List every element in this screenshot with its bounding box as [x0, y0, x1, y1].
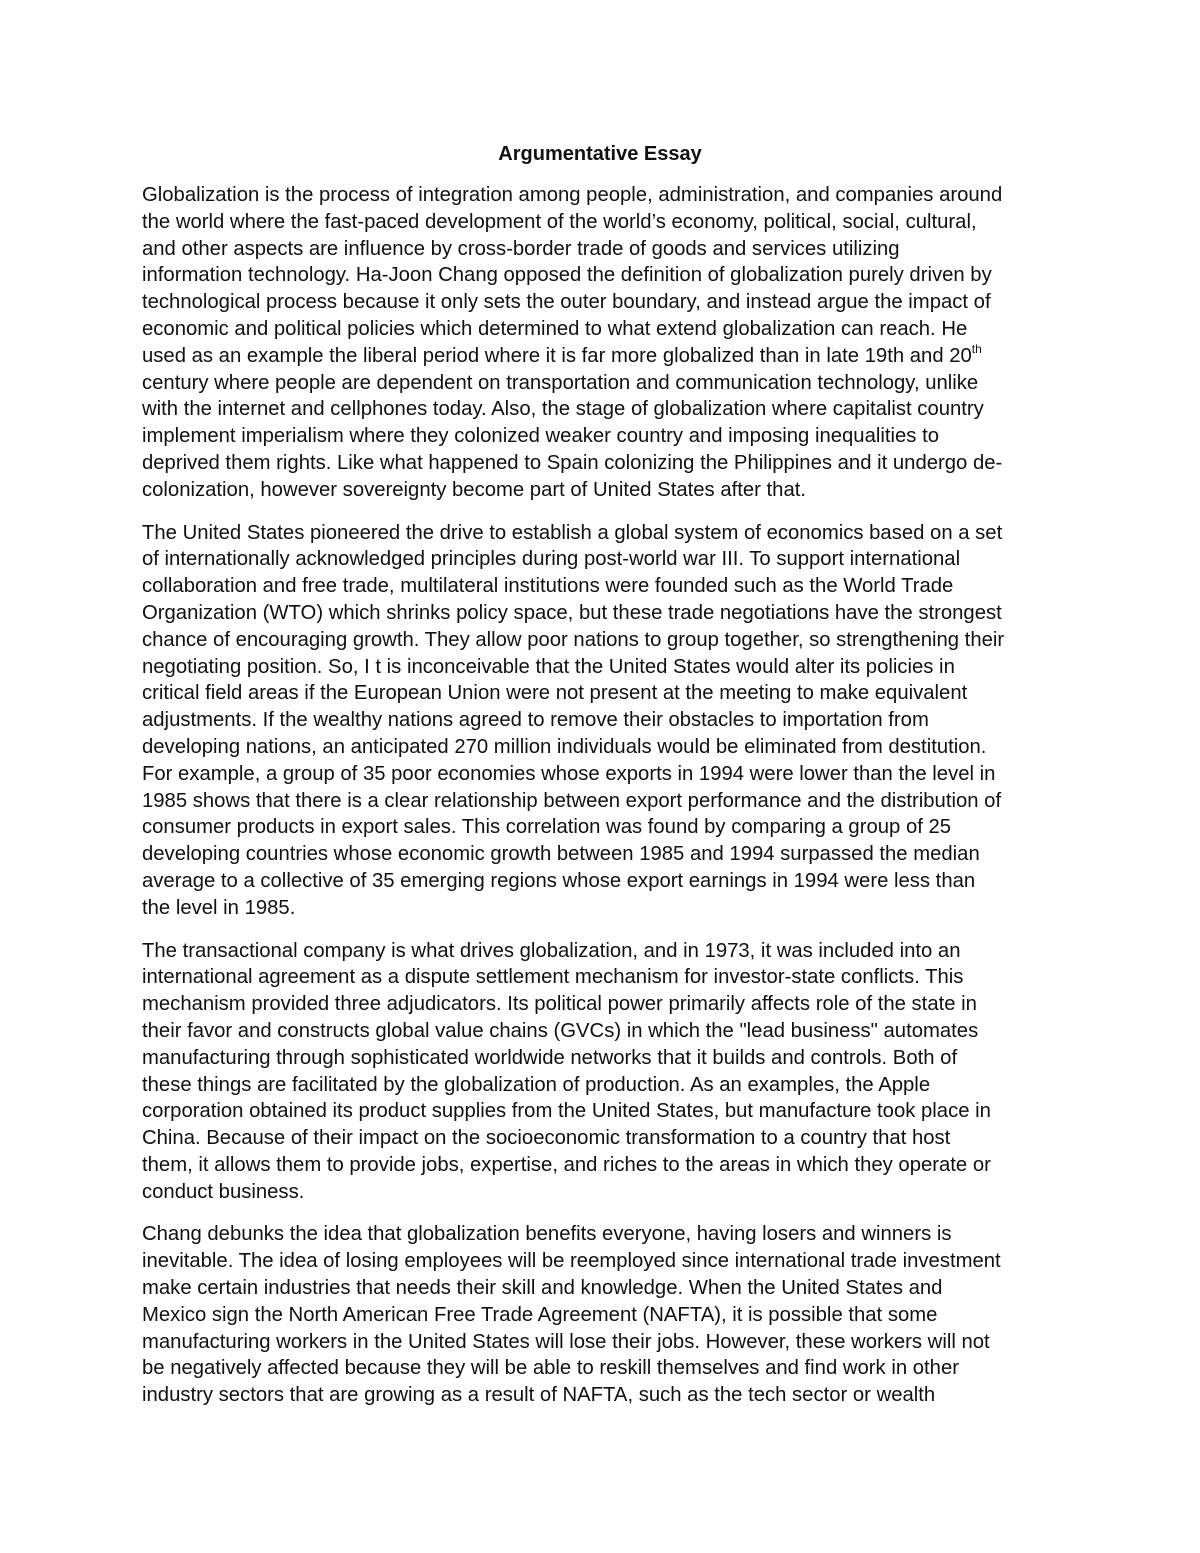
text-line: make certain industries that needs their skill and knowledge. When the United States and [142, 1277, 943, 1300]
text-line: their favor and constructs global value chains (GVCs) in which the "lead business" automates [142, 1019, 979, 1042]
text-line: manufacturing through sophisticated worldwide networks that it builds and controls. Both of [142, 1046, 958, 1069]
text-line: the level in 1985. [142, 896, 296, 919]
text-line: Organization (WTO) which shrinks policy space, but these trade negotiations have the strongest [142, 601, 1002, 624]
essay-title: Argumentative Essay [498, 143, 702, 165]
text-line: these things are facilitated by the globalization of production. As an examples, the Apple [142, 1073, 931, 1096]
text-line-with-superscript [142, 343, 1072, 370]
text-line: China. Because of their impact on the socioeconomic transformation to a country that host [142, 1127, 951, 1150]
text-line: international agreement as a dispute settlement mechanism for investor-state conflicts. This [142, 966, 964, 989]
text-line: average to a collective of 35 emerging regions whose export earnings in 1994 were less than [142, 869, 976, 892]
paragraph-1 [142, 182, 1072, 504]
text-line: developing nations, an anticipated 270 million individuals would be eliminated from destitution. [142, 735, 987, 758]
text-line: collaboration and free trade, multilateral institutions were founded such as the World Trade [142, 575, 954, 598]
text-line: century where people are dependent on transportation and communication technology, unlike [142, 371, 979, 394]
text-line: The United States pioneered the drive to establish a global system of economics based on a set [142, 521, 1003, 544]
text-line: consumer products in export sales. This correlation was found by comparing a group of 25 [142, 816, 952, 839]
text-line: chance of encouraging growth. They allow poor nations to group together, so strengthening their [142, 628, 1005, 651]
text-line: negotiating position. So, I t is inconceivable that the United States would alter its policies in [142, 655, 955, 678]
text-line: them, it allows them to provide jobs, expertise, and riches to the areas in which they operate or [142, 1153, 991, 1176]
text-line: critical field areas if the European Union were not present at the meeting to make equivalent [142, 682, 968, 705]
text-line-main: used as an example the liberal period where it is far more globalized than in late 19th and 20 [142, 344, 972, 367]
text-line: adjustments. If the wealthy nations agreed to remove their obstacles to importation from [142, 709, 929, 732]
paragraph-3 [142, 938, 1072, 1206]
text-line: industry sectors that are growing as a result of NAFTA, such as the tech sector or wealth [142, 1384, 936, 1407]
text-line: of internationally acknowledged principles during post-world war III. To support international [142, 548, 961, 571]
text-line: For example, a group of 35 poor economies whose exports in 1994 were lower than the level in [142, 762, 996, 785]
text-line: 1985 shows that there is a clear relationship between export performance and the distribution of [142, 789, 1002, 812]
text-line: mechanism provided three adjudicators. Its political power primarily affects role of the state in [142, 993, 977, 1016]
text-line: economic and political policies which determined to what extend globalization can reach. He [142, 317, 968, 340]
text-line: manufacturing workers in the United States will lose their jobs. However, these workers will not [142, 1330, 990, 1353]
text-line: conduct business. [142, 1180, 305, 1203]
text-line: Globalization is the process of integration among people, administration, and companies around [142, 184, 1003, 206]
text-line: information technology. Ha-Joon Chang opposed the definition of globalization purely driven by [142, 264, 992, 287]
ordinal-superscript: th [971, 341, 982, 356]
text-line: inevitable. The idea of losing employees will be reemployed since international trade investment [142, 1250, 1001, 1273]
text-line: implement imperialism where they colonized weaker country and imposing inequalities to [142, 425, 939, 448]
text-line: deprived them rights. Like what happened to Spain colonizing the Philippines and it undergo de- [142, 451, 1003, 474]
text-line: developing countries whose economic growth between 1985 and 1994 surpassed the median [142, 843, 980, 866]
text-line: corporation obtained its product supplies from the United States, but manufacture took place in [142, 1100, 991, 1123]
text-line: the world where the fast-paced development of the world’s economy, political, social, cultural, [142, 210, 977, 233]
paragraph-4 [142, 1221, 1072, 1409]
text-line: technological process because it only sets the outer boundary, and instead argue the impact of [142, 291, 991, 314]
text-line: Chang debunks the idea that globalization benefits everyone, having losers and winners is [142, 1223, 952, 1246]
essay-body [142, 182, 1072, 1425]
text-line: The transactional company is what drives globalization, and in 1973, it was included into an [142, 939, 961, 962]
text-line: colonization, however sovereignty become part of United States after that. [142, 478, 807, 501]
text-line: with the internet and cellphones today. Also, the stage of globalization where capitalist country [142, 398, 984, 421]
text-line: be negatively affected because they will be able to reskill themselves and find work in other [142, 1357, 959, 1380]
text-line: and other aspects are influence by cross-border trade of goods and services utilizing [142, 237, 900, 260]
text-line: Mexico sign the North American Free Trade Agreement (NAFTA), it is possible that some [142, 1303, 938, 1326]
paragraph-2 [142, 520, 1072, 922]
